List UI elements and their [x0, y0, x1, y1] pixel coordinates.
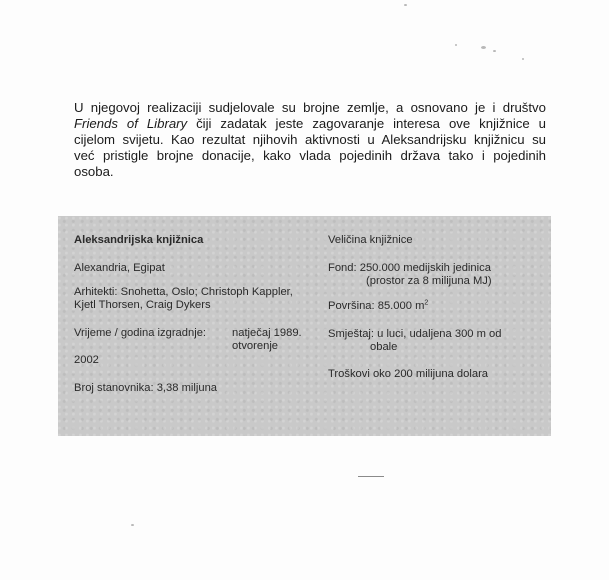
scan-speck: [455, 44, 457, 46]
placement-text: Smještaj: u luci, udaljena 300 m od: [328, 328, 502, 340]
italic-title: Friends of Library: [74, 116, 188, 131]
population-text: Broj stanovnika: 3,38 miljuna: [74, 382, 218, 394]
architects-line: Arhitekti: Snohetta, Oslo; Christoph Kappler,: [74, 286, 293, 298]
area-unit-exponent: 2: [424, 299, 429, 307]
paragraph-line-rest: čiji zadatak jeste zagovaranje interesa ove knjižnice u: [187, 116, 546, 131]
paragraph-line: cijelom svijetu. Kao rezultat njihovih aktivnosti u Aleksandrijsku knjižnicu su: [74, 132, 546, 147]
construction-time-value: otvorenje: [232, 340, 279, 352]
area-value: Površina: 85.000 m: [328, 300, 425, 312]
construction-time-label: Vrijeme / godina izgradnje:: [74, 327, 207, 339]
construction-time-value: natječaj 1989.: [232, 327, 302, 339]
scan-speck: [481, 46, 486, 49]
paragraph-line: [74, 116, 546, 132]
body-paragraph: [74, 100, 546, 180]
placement-text: obale: [370, 341, 398, 353]
opening-year: 2002: [74, 354, 99, 366]
scan-speck: [493, 50, 496, 52]
info-box-title: Aleksandrijska knjižnica: [74, 234, 204, 246]
scan-speck: [404, 4, 407, 6]
paragraph-line: osoba.: [74, 164, 114, 179]
divider-dash: [358, 476, 384, 477]
architects-line: Kjetl Thorsen, Craig Dykers: [74, 299, 211, 311]
fund-text: Fond: 250.000 medijskih jedinica: [328, 262, 491, 274]
location-text: Alexandria, Egipat: [74, 262, 165, 274]
library-info-box: [58, 216, 551, 436]
area-text: [328, 300, 428, 313]
fund-capacity: (prostor za 8 milijuna MJ): [366, 275, 492, 287]
cost-text: Troškovi oko 200 milijuna dolara: [328, 368, 489, 380]
library-size-title: Veličina knjižnice: [328, 234, 413, 246]
paragraph-line: već pristigle brojne donacije, kako vlada pojedinih država tako i pojedinih: [74, 148, 546, 163]
scan-speck: [522, 58, 524, 60]
scan-speck: [131, 524, 134, 526]
paragraph-line: U njegovoj realizaciji sudjelovale su brojne zemlje, a osnovano je i društvo: [74, 100, 546, 115]
